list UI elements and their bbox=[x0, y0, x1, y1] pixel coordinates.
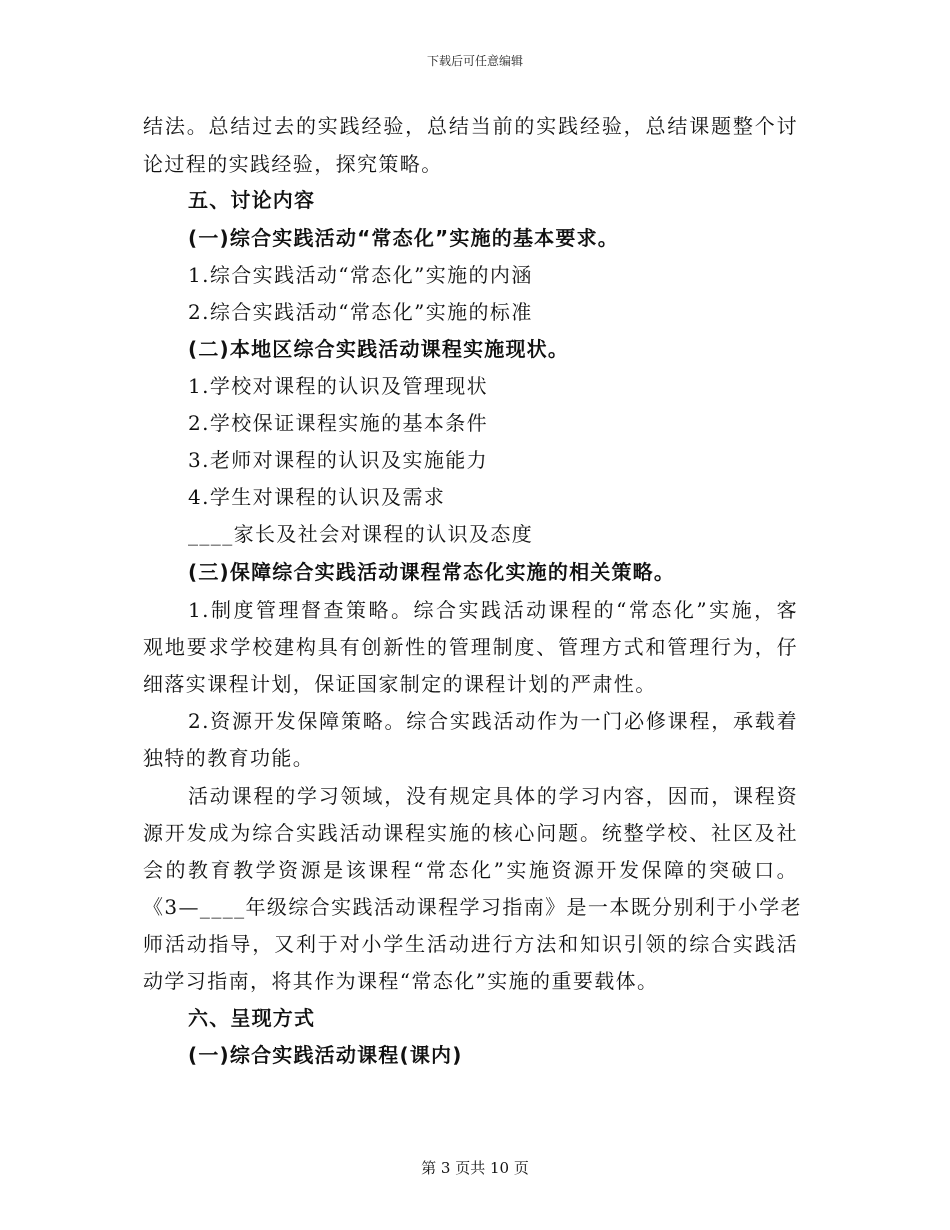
list-item: 3.老师对课程的认识及实施能力 bbox=[188, 448, 489, 472]
list-item: 4.学生对课程的认识及需求 bbox=[188, 485, 446, 509]
paragraph-line: 结法。总结过去的实践经验，总结当前的实践经验，总结课题整个讨 bbox=[143, 114, 798, 138]
subsection-heading: (一)综合实践活动课程(课内) bbox=[188, 1043, 463, 1067]
paragraph-line: 会的教育教学资源是该课程“常态化”实施资源开发保障的突破口。 bbox=[143, 858, 798, 882]
paragraph-line: 独特的教育功能。 bbox=[143, 746, 315, 770]
section-heading: 五、讨论内容 bbox=[188, 188, 316, 212]
subsection-heading: (二)本地区综合实践活动课程实施现状。 bbox=[188, 337, 570, 361]
list-item: 1.学校对课程的认识及管理现状 bbox=[188, 374, 489, 398]
list-item: 1.综合实践活动“常态化”实施的内涵 bbox=[188, 263, 533, 287]
list-item: ____家长及社会对课程的认识及态度 bbox=[188, 522, 534, 546]
paragraph-line: 1.制度管理督查策略。综合实践活动课程的“常态化”实施，客 bbox=[188, 598, 798, 622]
subsection-heading: (一)综合实践活动“常态化”实施的基本要求。 bbox=[188, 226, 619, 250]
paragraph-line: 师活动指导，又利于对小学生活动进行方法和知识引领的综合实践活 bbox=[143, 932, 798, 956]
paragraph-line: 活动课程的学习领域，没有规定具体的学习内容，因而，课程资 bbox=[188, 784, 798, 808]
paragraph-line: 源开发成为综合实践活动课程实施的核心问题。统整学校、社区及社 bbox=[143, 821, 798, 845]
paragraph-line: 动学习指南，将其作为课程“常态化”实施的重要载体。 bbox=[143, 969, 659, 993]
paragraph-line: 《3—____年级综合实践活动课程学习指南》是一本既分别利于小学老 bbox=[143, 895, 802, 919]
paragraph-line: 论过程的实践经验，探究策略。 bbox=[143, 152, 443, 176]
subsection-heading: (三)保障综合实践活动课程常态化实施的相关策略。 bbox=[188, 560, 676, 584]
page-footer: 第 3 页共 10 页 bbox=[421, 1159, 529, 1177]
section-heading: 六、呈现方式 bbox=[188, 1006, 316, 1030]
paragraph-line: 细落实课程计划，保证国家制定的课程计划的严肃性。 bbox=[143, 672, 657, 696]
paragraph-line: 2.资源开发保障策略。综合实践活动作为一门必修课程，承载着 bbox=[188, 709, 798, 733]
list-item: 2.学校保证课程实施的基本条件 bbox=[188, 411, 489, 435]
list-item: 2.综合实践活动“常态化”实施的标准 bbox=[188, 300, 533, 324]
page-header: 下载后可任意编辑 bbox=[426, 54, 523, 68]
paragraph-line: 观地要求学校建构具有创新性的管理制度、管理方式和管理行为，仔 bbox=[143, 635, 798, 659]
